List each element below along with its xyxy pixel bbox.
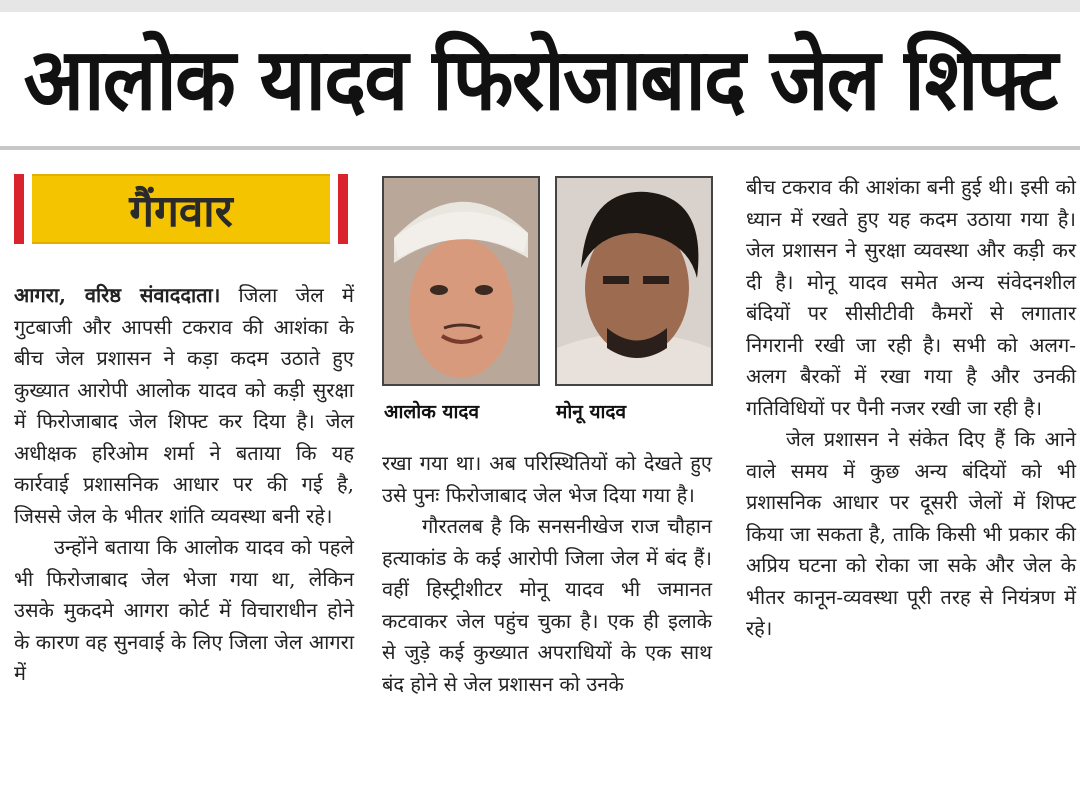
photo-monu-yadav: [555, 176, 713, 386]
section-tag: [14, 174, 348, 244]
headline: आलोक यादव फिरोजाबाद जेल शिफ्ट: [23, 29, 1057, 130]
portrait-illustration: [557, 178, 711, 384]
dateline: आगरा, वरिष्ठ संवाददाता।: [14, 283, 221, 307]
col1-paragraph-1: जिला जेल में गुटबाजी और आपसी टकराव की आशंका के बीच जेल प्रशासन ने कड़ा कदम उठाते हुए कुख्यात आरोपी आलोक यादव को कड़ी सुरक्षा में फिरोजाबाद जेल शिफ्ट कर दिया है। जेल अधीक्षक हरिओम शर्मा ने बताया कि यह कार्रवाई प्रशासनिक आधार पर की गई है, जिससे जेल के भीतर शांति व्यवस्था बनी रहे।: [14, 283, 355, 528]
headline-rule: [0, 146, 1080, 150]
col3-paragraph-2: जेल प्रशासन ने संकेत दिए हैं कि आने वाले समय में कुछ अन्य बंदियों को भी प्रशासनिक आधार पर दूसरी जेलों में शिफ्ट किया जा सकता है, ताकि किसी भी प्रकार की अप्रिय घटना को रोका जा सके और जेल के भीतर कानून-व्यवस्था पूरी तरह से नियंत्रण में रहे।: [746, 427, 1076, 640]
article-column-1: [14, 280, 354, 690]
tag-label: गैंगवार: [32, 174, 330, 244]
top-border: [0, 0, 1080, 12]
article-column-3: [746, 172, 1076, 645]
portrait-illustration: [384, 178, 538, 384]
photo-caption-monu: मोनू यादव: [556, 401, 627, 423]
photo-alok-yadav: [382, 176, 540, 386]
col2-paragraph-1: रखा गया था। अब परिस्थितियों को देखते हुए उसे पुनः फिरोजाबाद जेल भेज दिया गया है।: [382, 451, 712, 507]
photo-caption-alok: आलोक यादव: [384, 401, 480, 423]
col2-paragraph-2: गौरतलब है कि सनसनीखेज राज चौहान हत्याकांड के कई आरोपी जिला जेल में बंद हैं। वहीं हिस्ट्रीशीटर मोनू यादव भी जमानत कटवाकर जेल पहुंच चुका है। एक ही इलाके से जुड़े कई कुख्यात अपराधियों के एक साथ बंद होने से जेल प्रशासन को उनके: [382, 514, 712, 696]
tag-right-bar: [338, 174, 348, 244]
col3-paragraph-1: बीच टकराव की आशंका बनी हुई थी। इसी को ध्यान में रखते हुए यह कदम उठाया गया है। जेल प्रशासन ने सुरक्षा व्यवस्था और कड़ी कर दी है। मोनू यादव समेत अन्य संवेदनशील बंदियों पर सीसीटीवी कैमरों से लगातार निगरानी रखी जा रही है। सभी को अलग-अलग बैरकों में रखा गया है और उनकी गतिविधियों पर पैनी नजर रखी जा रही है।: [746, 175, 1076, 420]
tag-left-bar: [14, 174, 24, 244]
article-column-2: [382, 448, 712, 700]
col1-paragraph-2: उन्होंने बताया कि आलोक यादव को पहले भी फिरोजाबाद जेल भेजा गया था, लेकिन उसके मुकदमे आगरा कोर्ट में विचाराधीन होने के कारण वह सुनवाई के लिए जिला जेल आगरा में: [14, 535, 354, 685]
